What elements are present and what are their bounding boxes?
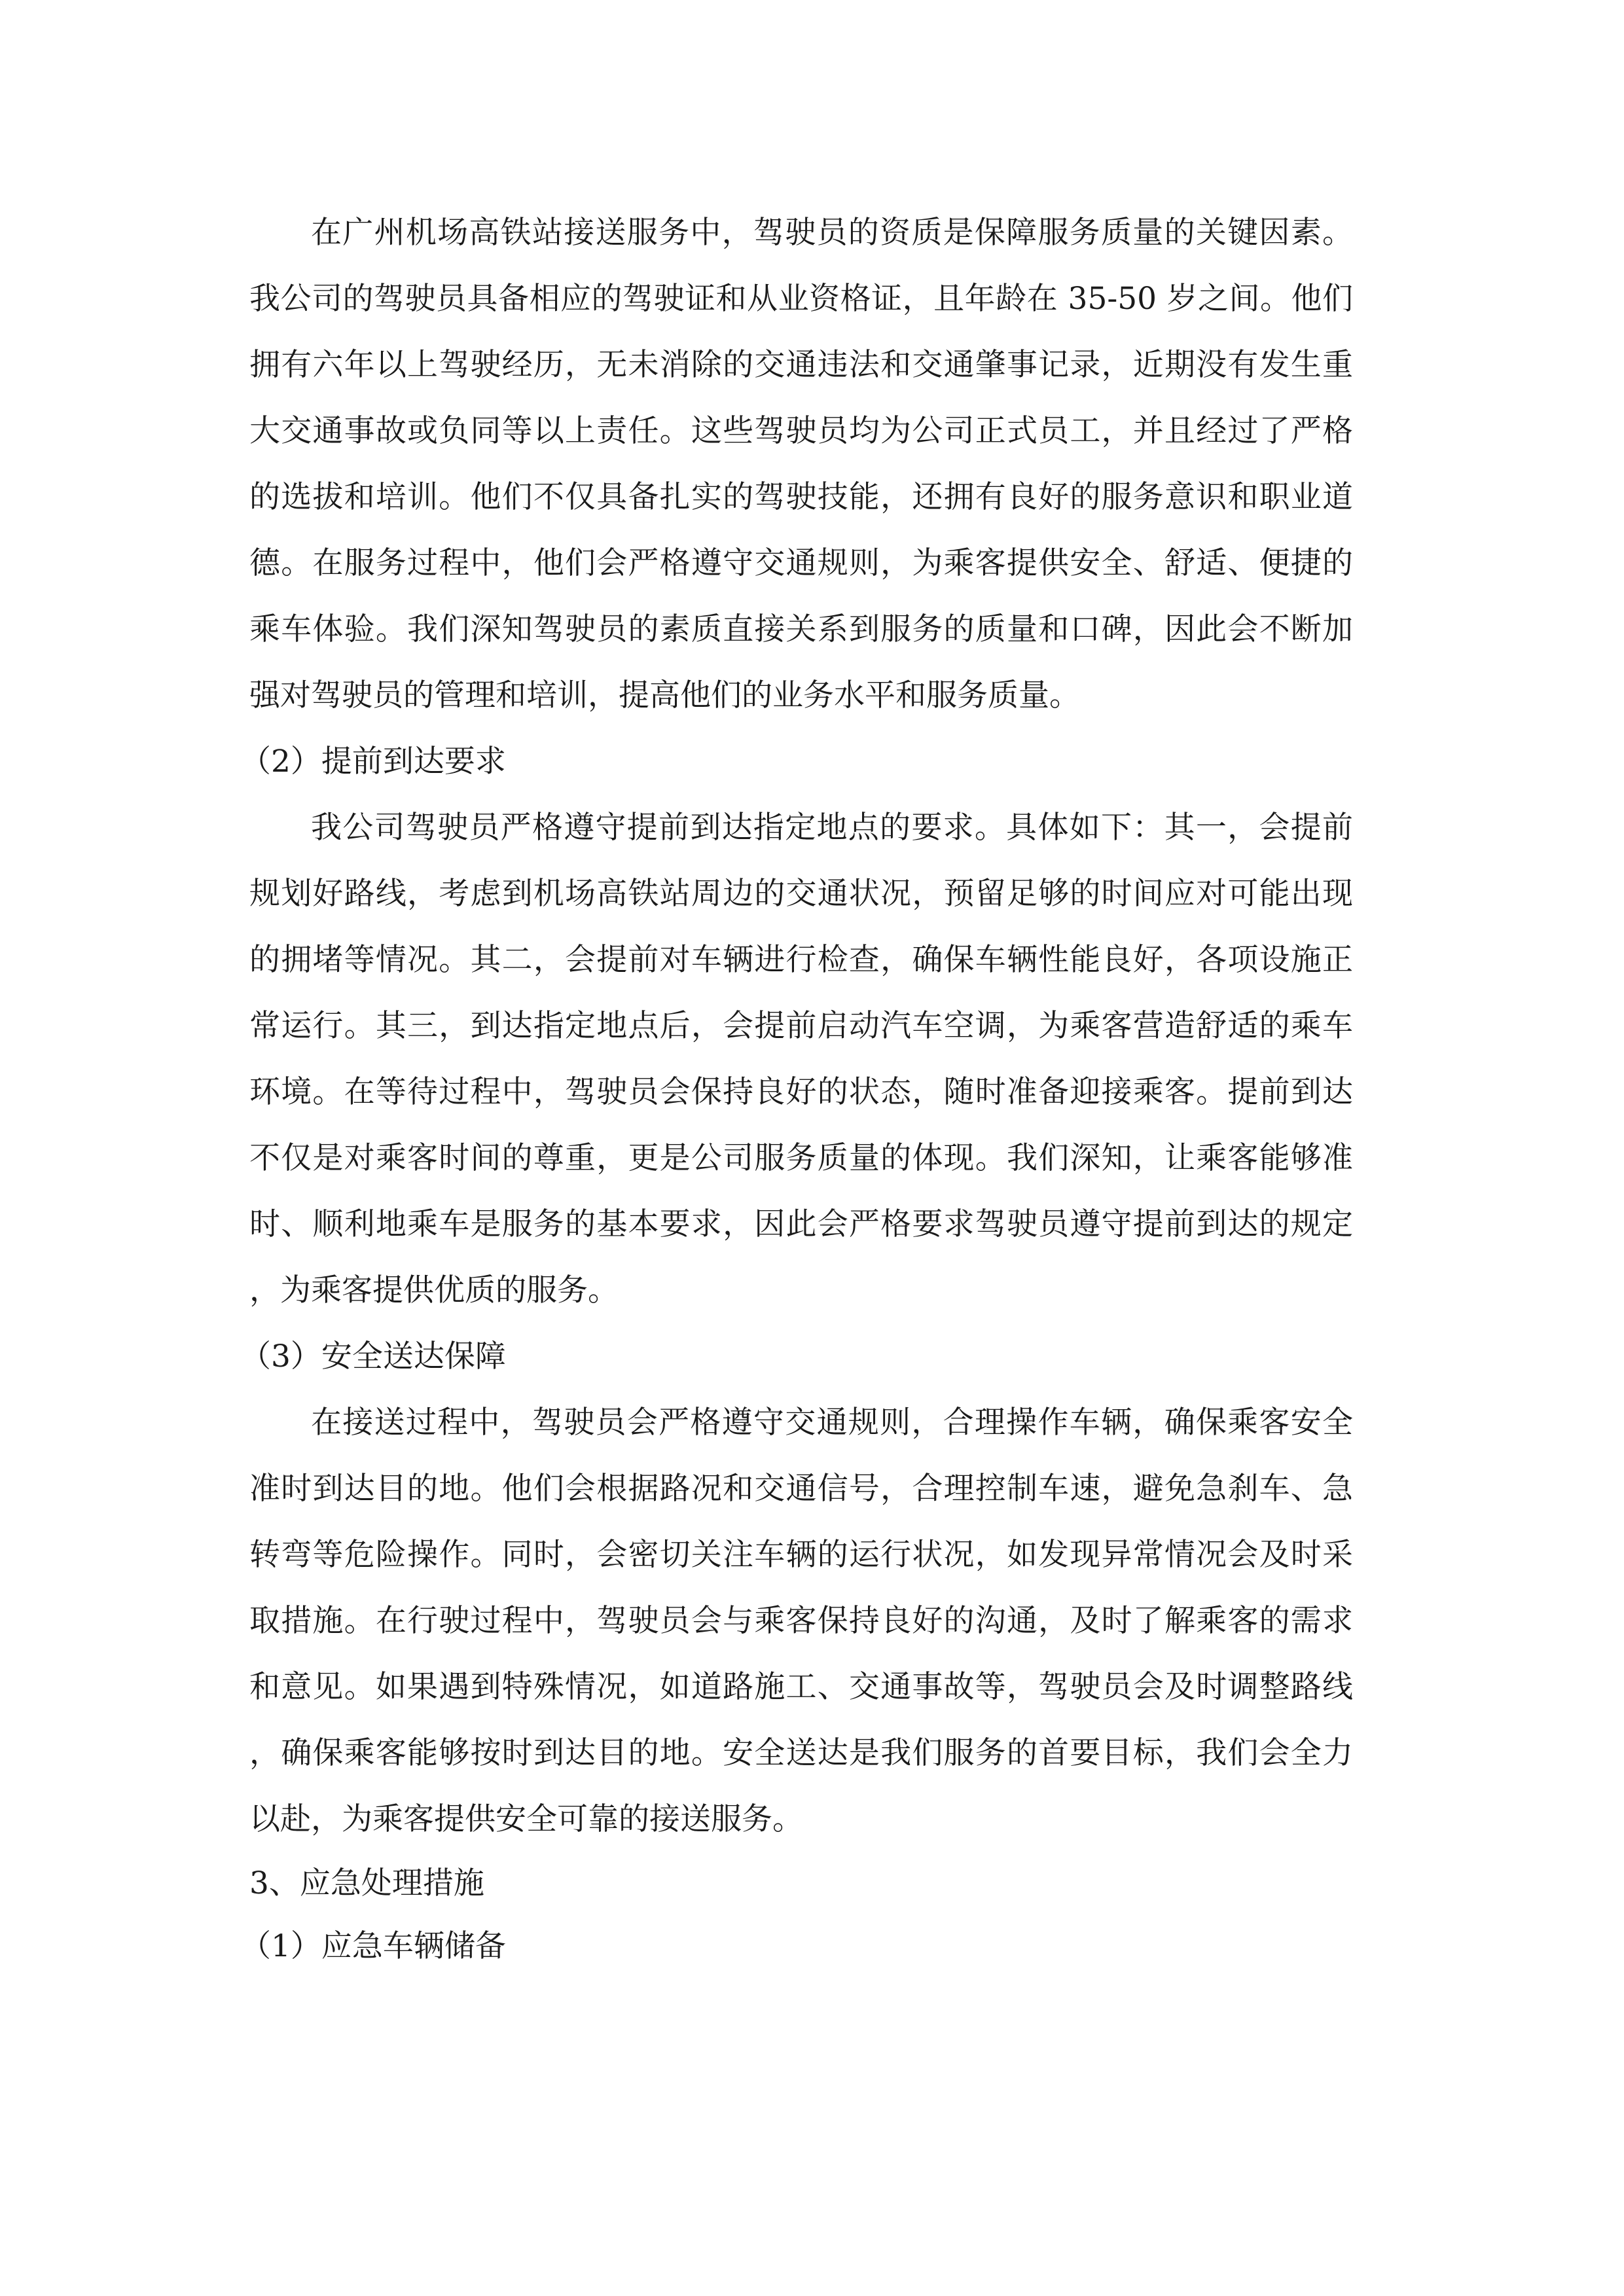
paragraph-driver-qualifications: 在广州机场高铁站接送服务中，驾驶员的资质是保障服务质量的关键因素。我公司的驾驶员具备相应的驾驶证和从业资格证，且年龄在 35-50 岁之间。他们拥有六年以上驾驶经历，无未消除的交通违法和交通肇事记录，近期没有发生重大交通事故或负同等以上责任。这些驾驶员均为公司正式员工，并且经过了严格的选拔和培训。他们不仅具备扎实的驾驶技能，还拥有良好的服务意识和职业道德。在服务过程中，他们会严格遵守交通规则，为乘客提供安全、舒适、便捷的乘车体验。我们深知驾驶员的素质直接关系到服务的质量和口碑，因此会不断加强对驾驶员的管理和培训，提高他们的业务水平和服务质量。: [249, 215, 1353, 713]
section-heading-emergency-measures: 3、应急处理措施: [249, 1865, 484, 1901]
subheading-safe-delivery: （3）安全送达保障: [240, 1338, 506, 1374]
paragraph-early-arrival: 我公司驾驶员严格遵守提前到达指定地点的要求。具体如下：其一，会提前规划好路线，考虑到机场高铁站周边的交通状况，预留足够的时间应对可能出现的拥堵等情况。其二，会提前对车辆进行检查，确保车辆性能良好，各项设施正常运行。其三，到达指定地点后，会提前启动汽车空调，为乘客营造舒适的乘车环境。在等待过程中，驾驶员会保持良好的状态，随时准备迎接乘客。提前到达不仅是对乘客时间的尊重，更是公司服务质量的体现。我们深知，让乘客能够准时、顺利地乘车是服务的基本要求，因此会严格要求驾驶员遵守提前到达的规定，为乘客提供优质的服务。: [249, 810, 1353, 1308]
document-body: [240, 200, 1353, 1978]
paragraph-safe-delivery: 在接送过程中，驾驶员会严格遵守交通规则，合理操作车辆，确保乘客安全准时到达目的地。他们会根据路况和交通信号，合理控制车速，避免急刹车、急转弯等危险操作。同时，会密切关注车辆的运行状况，如发现异常情况会及时采取措施。在行驶过程中，驾驶员会与乘客保持良好的沟通，及时了解乘客的需求和意见。如果遇到特殊情况，如道路施工、交通事故等，驾驶员会及时调整路线，确保乘客能够按时到达目的地。安全送达是我们服务的首要目标，我们会全力以赴，为乘客提供安全可靠的接送服务。: [249, 1405, 1353, 1837]
subheading-emergency-vehicle-reserve: （1）应急车辆储备: [240, 1928, 506, 1964]
subheading-early-arrival: （2）提前到达要求: [240, 744, 506, 780]
